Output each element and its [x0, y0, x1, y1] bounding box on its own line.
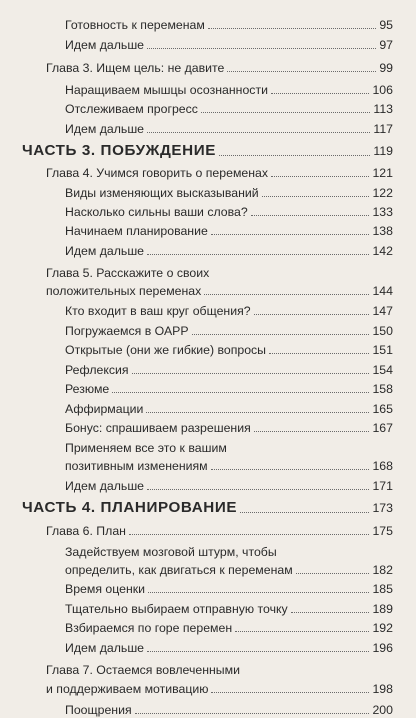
- toc-entry-page-number: 150: [372, 324, 393, 338]
- dot-leader: [129, 534, 370, 535]
- toc-entry-sub: [65, 545, 393, 560]
- toc-entry-sub: [65, 122, 393, 137]
- toc-entry-title: Время оценки: [65, 582, 146, 596]
- toc-entry-page-number: 106: [372, 83, 393, 97]
- toc-entry-page-number: 147: [372, 304, 393, 318]
- toc-entry-chapter: [46, 166, 393, 181]
- dot-leader: [227, 71, 376, 72]
- toc-entry-title: Задействуем мозговой штурм, чтобы: [65, 545, 277, 559]
- dot-leader: [235, 631, 369, 632]
- toc-entry-title: Аффирмации: [65, 402, 144, 416]
- toc-entry-page-number: 200: [372, 703, 393, 717]
- dot-leader: [269, 353, 369, 354]
- toc-entry-page-number: 168: [372, 459, 393, 473]
- toc-entry-title: определить, как двигаться к переменам: [65, 563, 293, 577]
- toc-entry-page-number: 144: [372, 284, 393, 298]
- toc-entry-title: Глава 3. Ищем цель: не давите: [46, 61, 225, 75]
- toc-entry-page-number: 95: [379, 18, 393, 32]
- dot-leader: [271, 176, 369, 177]
- toc-entry-title: Глава 5. Расскажите о своих: [46, 266, 210, 280]
- toc-entry-title: Насколько сильны ваши слова?: [65, 205, 248, 219]
- dot-leader: [254, 314, 370, 315]
- toc-entry-sub: [65, 304, 393, 319]
- toc-entry-page-number: 117: [373, 122, 393, 136]
- dot-leader: [132, 373, 370, 374]
- toc-entry-page-number: 154: [372, 363, 393, 377]
- toc-entry-page-number: 138: [372, 224, 393, 238]
- dot-leader: [251, 215, 370, 216]
- toc-entry-chapter: [46, 266, 393, 281]
- dot-leader: [291, 612, 370, 613]
- toc-entry-title: Виды изменяющих высказываний: [65, 186, 259, 200]
- toc-entry-sub: [65, 244, 393, 259]
- dot-leader: [148, 592, 369, 593]
- toc-entry-page-number: 99: [379, 61, 393, 75]
- dot-leader: [211, 692, 369, 693]
- toc-entry-sub: [65, 83, 393, 98]
- toc-entry-title: Идем дальше: [65, 479, 145, 493]
- toc-entry-title: Рефлексия: [65, 363, 129, 377]
- dot-leader: [211, 469, 370, 470]
- dot-leader: [147, 132, 370, 133]
- toc-entry-title: ЧАСТЬ 4. ПЛАНИРОВАНИЕ: [22, 499, 238, 516]
- toc-entry-page-number: 165: [372, 402, 393, 416]
- toc-entry-chapter: [46, 524, 393, 539]
- toc-entry-chapter: [46, 663, 393, 678]
- toc-entry-page-number: 121: [372, 166, 393, 180]
- toc-entry-title: Наращиваем мышцы осознанности: [65, 83, 268, 97]
- dot-leader: [254, 431, 370, 432]
- toc-entry-page-number: 171: [372, 479, 393, 493]
- toc-entry-page-number: 167: [372, 421, 393, 435]
- toc-entry-title: позитивным изменениям: [65, 459, 208, 473]
- dot-leader: [147, 489, 369, 490]
- toc-entry-page-number: 173: [372, 501, 393, 515]
- toc-entry-page-number: 119: [373, 144, 393, 158]
- toc-entry-page-number: 175: [372, 524, 393, 538]
- toc-entry-page-number: 189: [372, 602, 393, 616]
- toc-entry-sub: [65, 641, 393, 656]
- dot-leader: [192, 334, 370, 335]
- toc-entry-title: Идем дальше: [65, 641, 145, 655]
- toc-entry-title: Погружаемся в ОАРР: [65, 324, 189, 338]
- dot-leader: [201, 112, 370, 113]
- toc-entry-page-number: 185: [372, 582, 393, 596]
- dot-leader: [112, 392, 369, 393]
- toc-entry-title: Поощрения: [65, 703, 132, 717]
- toc-entry-sub: [65, 205, 393, 220]
- toc-entry-page-number: 151: [372, 343, 393, 357]
- toc-entry-page-number: 113: [373, 102, 393, 116]
- toc-entry-title: Резюме: [65, 382, 110, 396]
- toc-entry-sub: [65, 18, 393, 33]
- toc-entry-part: [22, 499, 393, 517]
- toc-entry-title: Глава 7. Остаемся вовлеченными: [46, 663, 240, 677]
- toc-entry-sub: [65, 186, 393, 201]
- dot-leader: [135, 713, 370, 714]
- toc-entry-sub: [65, 459, 393, 474]
- dot-leader: [262, 196, 370, 197]
- toc-entry-title: Идем дальше: [65, 244, 145, 258]
- toc-entry-sub: [65, 602, 393, 617]
- toc-entry-title: Идем дальше: [65, 38, 145, 52]
- dot-leader: [147, 48, 376, 49]
- toc-entry-sub: [65, 38, 393, 53]
- toc-entry-chapter: [46, 284, 393, 299]
- toc-entry-sub: [65, 563, 393, 578]
- toc-entry-page-number: 133: [372, 205, 393, 219]
- toc-entry-title: ЧАСТЬ 3. ПОБУЖДЕНИЕ: [22, 142, 216, 159]
- toc-entry-title: Тщательно выбираем отправную точку: [65, 602, 288, 616]
- toc-entry-title: Отслеживаем прогресс: [65, 102, 198, 116]
- toc-entry-title: Начинаем планирование: [65, 224, 208, 238]
- toc-entry-sub: [65, 402, 393, 417]
- toc-entry-sub: [65, 224, 393, 239]
- toc-entry-sub: [65, 441, 393, 456]
- toc-entry-sub: [65, 479, 393, 494]
- dot-leader: [146, 412, 369, 413]
- toc-entry-page-number: 97: [379, 38, 393, 52]
- dot-leader: [147, 254, 369, 255]
- dot-leader: [271, 93, 370, 94]
- toc-entry-title: Открытые (они же гибкие) вопросы: [65, 343, 267, 357]
- toc-entry-sub: [65, 363, 393, 378]
- toc-entry-title: Взбираемся по горе перемен: [65, 621, 233, 635]
- toc-entry-title: и поддерживаем мотивацию: [46, 682, 209, 696]
- toc-entry-chapter: [46, 61, 393, 76]
- toc-entry-sub: [65, 582, 393, 597]
- toc-entry-title: Идем дальше: [65, 122, 145, 136]
- toc-entry-title: Глава 4. Учимся говорить о переменах: [46, 166, 269, 180]
- toc-entry-sub: [65, 324, 393, 339]
- toc-entry-sub: [65, 421, 393, 436]
- toc-entry-part: [22, 142, 393, 160]
- toc-entry-page-number: 198: [372, 682, 393, 696]
- toc-entry-title: Применяем все это к вашим: [65, 441, 227, 455]
- dot-leader: [219, 155, 370, 156]
- toc-entry-title: Глава 6. План: [46, 524, 126, 538]
- toc-entry-page-number: 122: [372, 186, 393, 200]
- toc-entry-page-number: 196: [372, 641, 393, 655]
- dot-leader: [204, 294, 369, 295]
- toc-entry-title: положительных переменах: [46, 284, 202, 298]
- toc-entry-page-number: 182: [372, 563, 393, 577]
- dot-leader: [240, 512, 369, 513]
- toc-entry-chapter: [46, 682, 393, 697]
- toc-entry-page-number: 192: [372, 621, 393, 635]
- toc-entry-title: Готовность к переменам: [65, 18, 205, 32]
- toc-entry-title: Кто входит в ваш круг общения?: [65, 304, 251, 318]
- toc-entry-sub: [65, 382, 393, 397]
- toc-entry-page-number: 142: [372, 244, 393, 258]
- toc-entry-sub: [65, 343, 393, 358]
- toc-entry-sub: [65, 621, 393, 636]
- dot-leader: [208, 28, 376, 29]
- toc-entry-page-number: 158: [372, 382, 393, 396]
- toc-entry-sub: [65, 703, 393, 718]
- toc-entry-sub: [65, 102, 393, 117]
- dot-leader: [147, 651, 369, 652]
- dot-leader: [296, 573, 370, 574]
- toc-entry-title: Бонус: спрашиваем разрешения: [65, 421, 251, 435]
- dot-leader: [211, 234, 370, 235]
